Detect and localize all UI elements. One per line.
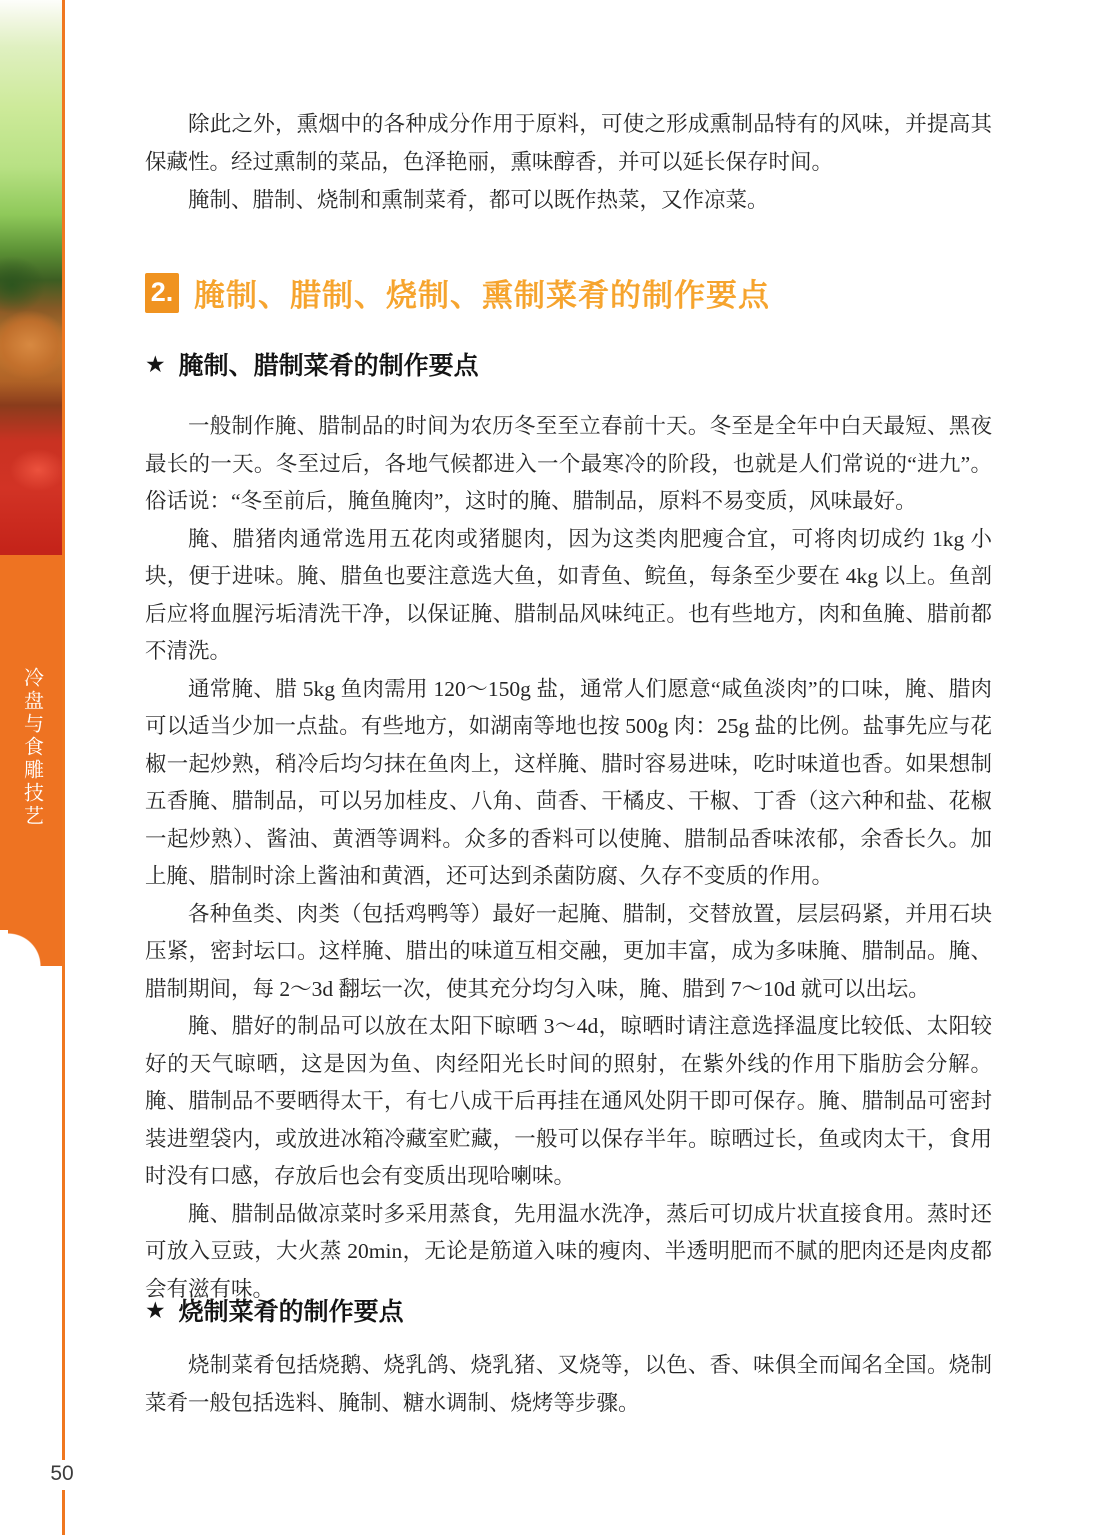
page-number: 50 — [45, 1460, 79, 1488]
subsection-title: 腌制、腊制菜肴的制作要点 — [178, 352, 479, 380]
section-heading — [145, 270, 992, 315]
subsection-body — [145, 1346, 992, 1422]
body-paragraph: 腌制、腊制、烧制和熏制菜肴，都可以既作热菜，又作凉菜。 — [188, 188, 769, 212]
star-icon: ★ — [145, 350, 166, 377]
sidebar-panel-fillet — [8, 930, 64, 966]
star-icon: ★ — [145, 1296, 166, 1323]
subsection-title: 烧制菜肴的制作要点 — [178, 1298, 404, 1326]
section-number-badge: 2. — [145, 273, 179, 313]
body-paragraph: 一般制作腌、腊制品的时间为农历冬至至立春前十天。冬至是全年中白天最短、黑夜最长的一天。冬至过后，各地气候都进入一个最寒冷的阶段，也就是人们常说的“进九”。俗话说：“冬至前后，腌鱼腌肉”，这时的腌、腊制品，原料不易变质，风味最好。 — [145, 414, 992, 513]
sidebar-rule — [62, 1490, 65, 1535]
sidebar-vertical-label: 冷盘与食雕技艺 — [20, 667, 43, 828]
intro-block — [145, 105, 992, 219]
subsection-heading — [145, 346, 992, 382]
body-paragraph: 烧制菜肴包括烧鹅、烧乳鸽、烧乳猪、叉烧等，以色、香、味俱全而闻名全国。烧制菜肴一般包括选料、腌制、糖水调制、烧烤等步骤。 — [145, 1353, 992, 1415]
section-title: 腌制、腊制、烧制、熏制菜肴的制作要点 — [194, 278, 770, 313]
subsection-heading — [145, 1292, 992, 1328]
body-paragraph: 通常腌、腊 5kg 鱼肉需用 120～150g 盐，通常人们愿意“咸鱼淡肉”的口味，腌、腊肉可以适当少加一点盐。有些地方，如湖南等地也按 500g 肉：25g 盐的比例。盐事先应与花椒一起炒熟，稍冷后均匀抹在鱼肉上，这样腌、腊时容易进味，吃时味道也香。如果想制五香腌、腊制品，可以另加桂皮、八角、茴香、干橘皮、干椒、丁香（这六种和盐、花椒一起炒熟）、酱油、黄酒等调料。众多的香料可以使腌、腊制品香味浓郁，余香长久。加上腌、腊制时涂上酱油和黄酒，还可达到杀菌防腐、久存不变质的作用。 — [145, 676, 992, 888]
body-paragraph: 腌、腊好的制品可以放在太阳下晾晒 3～4d，晾晒时请注意选择温度比较低、太阳较好的天气晾晒，这是因为鱼、肉经阳光长时间的照射，在紫外线的作用下脂肪会分解。腌、腊制品不要晒得太干，有七八成干后再挂在通风处阴干即可保存。腌、腊制品可密封装进塑袋内，或放进冰箱冷藏室贮藏，一般可以保存半年。晾晒过长，鱼或肉太干，食用时没有口感，存放后也会有变质出现哈喇味。 — [145, 1014, 992, 1188]
body-paragraph: 各种鱼类、肉类（包括鸡鸭等）最好一起腌、腊制，交替放置，层层码紧，并用石块压紧，密封坛口。这样腌、腊出的味道互相交融，更加丰富，成为多味腌、腊制品。腌、腊制期间，每 2～3d 翻坛一次，使其充分均匀入味，腌、腊到 7～10d 就可以出坛。 — [145, 901, 992, 1001]
body-paragraph: 腌、腊猪肉通常选用五花肉或猪腿肉，因为这类肉肥瘦合宜，可将肉切成约 1kg 小块，便于进味。腌、腊鱼也要注意选大鱼，如青鱼、鲩鱼，每条至少要在 4kg 以上。鱼剖后应将血腥污垢清洗干净，以保证腌、腊制品风味纯正。也有些地方，肉和鱼腌、腊前都不清洗。 — [145, 526, 992, 663]
subsection-body — [145, 408, 992, 1308]
vegetables-photo — [0, 0, 62, 596]
body-paragraph: 除此之外，熏烟中的各种成分作用于原料，可使之形成熏制品特有的风味，并提高其保藏性。经过熏制的菜品，色泽艳丽，熏味醇香，并可以延长保存时间。 — [145, 112, 992, 174]
body-paragraph: 腌、腊制品做凉菜时多采用蒸食，先用温水洗净，蒸后可切成片状直接食用。蒸时还可放入豆豉，大火蒸 20min，无论是筋道入味的瘦肉、半透明肥而不腻的肥肉还是肉皮都会有滋有味。 — [145, 1201, 992, 1301]
